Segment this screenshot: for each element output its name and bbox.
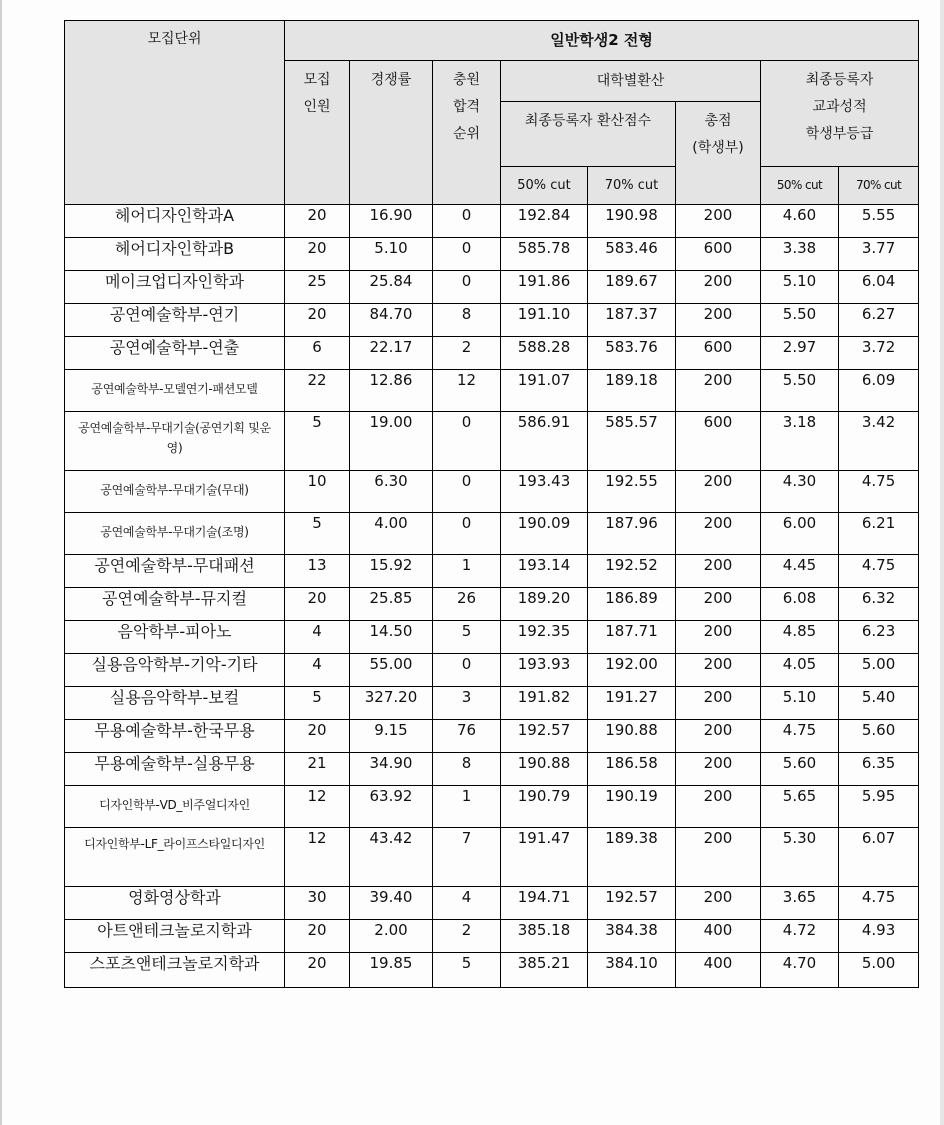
cell-quota: 20 bbox=[285, 953, 350, 988]
cell-waitlist: 8 bbox=[433, 753, 501, 786]
cell-score70: 189.18 bbox=[588, 370, 676, 412]
header-quota-line1: 모집 bbox=[303, 72, 331, 88]
header-admission-type: 일반학생2 전형 bbox=[285, 21, 919, 61]
cell-grade50: 3.65 bbox=[761, 887, 839, 920]
cell-unit: 공연예술학부-무대기술(공연기획 및운영) bbox=[65, 412, 285, 471]
scrollbar-track[interactable] bbox=[940, 0, 944, 1125]
cell-score50: 192.57 bbox=[501, 720, 588, 753]
cell-score70: 191.27 bbox=[588, 687, 676, 720]
cell-waitlist: 0 bbox=[433, 238, 501, 271]
cell-score50: 191.10 bbox=[501, 304, 588, 337]
cell-unit: 무용예술학부-한국무용 bbox=[65, 720, 285, 753]
cell-grade50: 6.08 bbox=[761, 588, 839, 621]
cell-score70: 187.96 bbox=[588, 513, 676, 555]
cell-quota: 4 bbox=[285, 621, 350, 654]
table-row bbox=[65, 555, 919, 588]
cell-waitlist: 2 bbox=[433, 920, 501, 953]
cell-total: 200 bbox=[676, 205, 761, 238]
cell-grade70: 6.27 bbox=[839, 304, 919, 337]
cell-grade50: 3.18 bbox=[761, 412, 839, 471]
cell-total: 400 bbox=[676, 920, 761, 953]
cell-quota: 22 bbox=[285, 370, 350, 412]
table-row bbox=[65, 920, 919, 953]
cell-grade50: 4.30 bbox=[761, 471, 839, 513]
header-total-score bbox=[676, 102, 761, 205]
cell-waitlist: 8 bbox=[433, 304, 501, 337]
cell-grade50: 4.60 bbox=[761, 205, 839, 238]
table-row bbox=[65, 471, 919, 513]
cell-score50: 192.84 bbox=[501, 205, 588, 238]
cell-competition: 84.70 bbox=[350, 304, 433, 337]
cell-competition: 15.92 bbox=[350, 555, 433, 588]
header-waitlist-line1: 충원 bbox=[452, 72, 481, 88]
table-row bbox=[65, 271, 919, 304]
header-total-line1: 총점 bbox=[704, 113, 732, 129]
cell-score50: 586.91 bbox=[501, 412, 588, 471]
cell-waitlist: 0 bbox=[433, 412, 501, 471]
cell-waitlist: 3 bbox=[433, 687, 501, 720]
cell-quota: 12 bbox=[285, 786, 350, 828]
header-final-grade bbox=[761, 61, 919, 167]
cell-grade50: 5.50 bbox=[761, 370, 839, 412]
header-final-score: 최종등록자 환산점수 bbox=[501, 102, 676, 167]
cell-total: 200 bbox=[676, 621, 761, 654]
cell-score70: 189.67 bbox=[588, 271, 676, 304]
cell-unit: 공연예술학부-무대기술(조명) bbox=[65, 513, 285, 555]
cell-unit: 무용예술학부-실용무용 bbox=[65, 753, 285, 786]
cell-competition: 327.20 bbox=[350, 687, 433, 720]
cell-competition: 19.85 bbox=[350, 953, 433, 988]
header-recruit-unit: 모집단위 bbox=[65, 21, 285, 205]
cell-total: 200 bbox=[676, 654, 761, 687]
cell-waitlist: 0 bbox=[433, 205, 501, 238]
cell-grade70: 6.09 bbox=[839, 370, 919, 412]
table-row bbox=[65, 304, 919, 337]
cell-score50: 190.09 bbox=[501, 513, 588, 555]
header-waitlist-rank bbox=[433, 61, 501, 205]
cell-waitlist: 26 bbox=[433, 588, 501, 621]
cell-waitlist: 76 bbox=[433, 720, 501, 753]
cell-grade70: 5.00 bbox=[839, 953, 919, 988]
table-row bbox=[65, 753, 919, 786]
cell-score50: 385.18 bbox=[501, 920, 588, 953]
cell-score70: 190.98 bbox=[588, 205, 676, 238]
cell-score50: 193.93 bbox=[501, 654, 588, 687]
cell-quota: 20 bbox=[285, 304, 350, 337]
cell-unit: 헤어디자인학과A bbox=[65, 205, 285, 238]
table-row bbox=[65, 720, 919, 753]
cell-unit: 공연예술학부-무대기술(무대) bbox=[65, 471, 285, 513]
cell-total: 200 bbox=[676, 555, 761, 588]
cell-score50: 194.71 bbox=[501, 887, 588, 920]
header-competition-rate: 경쟁률 bbox=[350, 61, 433, 205]
header-score-cut70: 70% cut bbox=[588, 167, 676, 205]
cell-score70: 192.52 bbox=[588, 555, 676, 588]
admission-results-table bbox=[64, 20, 919, 988]
cell-total: 200 bbox=[676, 271, 761, 304]
cell-total: 200 bbox=[676, 304, 761, 337]
cell-waitlist: 0 bbox=[433, 471, 501, 513]
cell-score50: 193.43 bbox=[501, 471, 588, 513]
cell-competition: 9.15 bbox=[350, 720, 433, 753]
cell-unit: 영화영상학과 bbox=[65, 887, 285, 920]
cell-total: 200 bbox=[676, 588, 761, 621]
cell-competition: 25.84 bbox=[350, 271, 433, 304]
cell-score50: 192.35 bbox=[501, 621, 588, 654]
cell-unit: 공연예술학부-연출 bbox=[65, 337, 285, 370]
cell-grade70: 3.77 bbox=[839, 238, 919, 271]
cell-grade50: 5.10 bbox=[761, 687, 839, 720]
cell-score50: 190.88 bbox=[501, 753, 588, 786]
cell-unit: 스포츠앤테크놀로지학과 bbox=[65, 953, 285, 988]
cell-quota: 10 bbox=[285, 471, 350, 513]
cell-quota: 30 bbox=[285, 887, 350, 920]
cell-grade70: 6.35 bbox=[839, 753, 919, 786]
header-waitlist-line2: 합격 bbox=[452, 99, 481, 115]
cell-score70: 384.38 bbox=[588, 920, 676, 953]
header-score-cut50: 50% cut bbox=[501, 167, 588, 205]
cell-competition: 14.50 bbox=[350, 621, 433, 654]
cell-waitlist: 1 bbox=[433, 786, 501, 828]
table-row bbox=[65, 654, 919, 687]
table-row bbox=[65, 588, 919, 621]
cell-grade50: 4.72 bbox=[761, 920, 839, 953]
cell-quota: 20 bbox=[285, 720, 350, 753]
cell-grade50: 3.38 bbox=[761, 238, 839, 271]
cell-grade50: 4.70 bbox=[761, 953, 839, 988]
cell-competition: 55.00 bbox=[350, 654, 433, 687]
cell-unit: 공연예술학부-연기 bbox=[65, 304, 285, 337]
cell-grade50: 4.45 bbox=[761, 555, 839, 588]
header-quota-line2: 인원 bbox=[303, 99, 331, 115]
cell-total: 200 bbox=[676, 753, 761, 786]
cell-grade70: 5.00 bbox=[839, 654, 919, 687]
header-waitlist-line3: 순위 bbox=[452, 126, 481, 142]
cell-quota: 20 bbox=[285, 238, 350, 271]
cell-waitlist: 5 bbox=[433, 953, 501, 988]
cell-score70: 186.89 bbox=[588, 588, 676, 621]
cell-total: 200 bbox=[676, 887, 761, 920]
cell-unit: 공연예술학부-무대패션 bbox=[65, 555, 285, 588]
table-row bbox=[65, 621, 919, 654]
cell-quota: 20 bbox=[285, 205, 350, 238]
cell-total: 200 bbox=[676, 687, 761, 720]
header-conversion: 대학별환산 bbox=[501, 61, 761, 102]
table-row bbox=[65, 337, 919, 370]
cell-quota: 5 bbox=[285, 513, 350, 555]
cell-waitlist: 0 bbox=[433, 654, 501, 687]
header-total-line2: (학생부) bbox=[692, 140, 744, 156]
cell-score50: 189.20 bbox=[501, 588, 588, 621]
cell-unit: 음악학부-피아노 bbox=[65, 621, 285, 654]
cell-competition: 4.00 bbox=[350, 513, 433, 555]
table-row bbox=[65, 238, 919, 271]
cell-competition: 43.42 bbox=[350, 828, 433, 887]
cell-competition: 16.90 bbox=[350, 205, 433, 238]
cell-waitlist: 0 bbox=[433, 271, 501, 304]
cell-grade70: 6.32 bbox=[839, 588, 919, 621]
cell-score70: 189.38 bbox=[588, 828, 676, 887]
cell-grade70: 6.04 bbox=[839, 271, 919, 304]
cell-grade70: 4.75 bbox=[839, 887, 919, 920]
cell-grade50: 2.97 bbox=[761, 337, 839, 370]
table-row bbox=[65, 687, 919, 720]
cell-unit: 메이크업디자인학과 bbox=[65, 271, 285, 304]
cell-score50: 191.86 bbox=[501, 271, 588, 304]
cell-unit: 아트앤테크놀로지학과 bbox=[65, 920, 285, 953]
cell-score50: 385.21 bbox=[501, 953, 588, 988]
cell-unit: 실용음악학부-보컬 bbox=[65, 687, 285, 720]
cell-score70: 583.76 bbox=[588, 337, 676, 370]
cell-competition: 25.85 bbox=[350, 588, 433, 621]
cell-quota: 20 bbox=[285, 588, 350, 621]
cell-grade70: 3.42 bbox=[839, 412, 919, 471]
cell-score70: 585.57 bbox=[588, 412, 676, 471]
cell-score50: 193.14 bbox=[501, 555, 588, 588]
cell-total: 200 bbox=[676, 513, 761, 555]
table-row bbox=[65, 205, 919, 238]
cell-grade50: 5.60 bbox=[761, 753, 839, 786]
cell-score50: 191.47 bbox=[501, 828, 588, 887]
cell-score70: 190.19 bbox=[588, 786, 676, 828]
cell-quota: 13 bbox=[285, 555, 350, 588]
cell-competition: 34.90 bbox=[350, 753, 433, 786]
table-row bbox=[65, 953, 919, 988]
cell-waitlist: 7 bbox=[433, 828, 501, 887]
table-row bbox=[65, 370, 919, 412]
cell-unit: 디자인학부-LF_라이프스타일디자인 bbox=[65, 828, 285, 887]
header-grade-cut70: 70% cut bbox=[839, 167, 919, 205]
header-grade-line1: 최종등록자 bbox=[805, 72, 874, 88]
cell-waitlist: 2 bbox=[433, 337, 501, 370]
cell-grade70: 6.21 bbox=[839, 513, 919, 555]
header-grade-line2: 교과성적 bbox=[812, 99, 867, 115]
cell-competition: 6.30 bbox=[350, 471, 433, 513]
cell-score70: 187.37 bbox=[588, 304, 676, 337]
cell-score50: 191.07 bbox=[501, 370, 588, 412]
table-row bbox=[65, 887, 919, 920]
table-row bbox=[65, 412, 919, 471]
cell-grade70: 3.72 bbox=[839, 337, 919, 370]
cell-waitlist: 1 bbox=[433, 555, 501, 588]
table-row bbox=[65, 786, 919, 828]
cell-waitlist: 12 bbox=[433, 370, 501, 412]
cell-quota: 6 bbox=[285, 337, 350, 370]
cell-score50: 190.79 bbox=[501, 786, 588, 828]
cell-grade70: 5.60 bbox=[839, 720, 919, 753]
cell-score50: 585.78 bbox=[501, 238, 588, 271]
cell-competition: 5.10 bbox=[350, 238, 433, 271]
header-quota bbox=[285, 61, 350, 205]
cell-quota: 5 bbox=[285, 412, 350, 471]
cell-competition: 19.00 bbox=[350, 412, 433, 471]
cell-score70: 384.10 bbox=[588, 953, 676, 988]
cell-waitlist: 5 bbox=[433, 621, 501, 654]
cell-score70: 187.71 bbox=[588, 621, 676, 654]
cell-score70: 190.88 bbox=[588, 720, 676, 753]
cell-total: 600 bbox=[676, 337, 761, 370]
cell-quota: 21 bbox=[285, 753, 350, 786]
cell-waitlist: 4 bbox=[433, 887, 501, 920]
cell-competition: 2.00 bbox=[350, 920, 433, 953]
header-grade-cut50: 50% cut bbox=[761, 167, 839, 205]
cell-total: 600 bbox=[676, 412, 761, 471]
cell-grade70: 5.55 bbox=[839, 205, 919, 238]
cell-unit: 실용음악학부-기악-기타 bbox=[65, 654, 285, 687]
cell-competition: 63.92 bbox=[350, 786, 433, 828]
cell-grade50: 5.10 bbox=[761, 271, 839, 304]
cell-grade70: 4.75 bbox=[839, 555, 919, 588]
cell-score70: 192.55 bbox=[588, 471, 676, 513]
cell-grade50: 4.05 bbox=[761, 654, 839, 687]
cell-unit: 디자인학부-VD_비주얼디자인 bbox=[65, 786, 285, 828]
cell-total: 200 bbox=[676, 828, 761, 887]
cell-grade50: 6.00 bbox=[761, 513, 839, 555]
cell-grade70: 4.93 bbox=[839, 920, 919, 953]
cell-quota: 12 bbox=[285, 828, 350, 887]
header-grade-line3: 학생부등급 bbox=[805, 126, 874, 142]
cell-quota: 20 bbox=[285, 920, 350, 953]
cell-grade50: 5.65 bbox=[761, 786, 839, 828]
cell-score50: 588.28 bbox=[501, 337, 588, 370]
cell-competition: 39.40 bbox=[350, 887, 433, 920]
cell-score70: 192.00 bbox=[588, 654, 676, 687]
cell-score70: 583.46 bbox=[588, 238, 676, 271]
cell-quota: 4 bbox=[285, 654, 350, 687]
page-left-border bbox=[0, 0, 2, 1125]
cell-score70: 192.57 bbox=[588, 887, 676, 920]
cell-grade50: 4.85 bbox=[761, 621, 839, 654]
table-row bbox=[65, 828, 919, 887]
cell-score70: 186.58 bbox=[588, 753, 676, 786]
cell-grade70: 6.07 bbox=[839, 828, 919, 887]
cell-grade70: 5.95 bbox=[839, 786, 919, 828]
cell-score50: 191.82 bbox=[501, 687, 588, 720]
cell-total: 400 bbox=[676, 953, 761, 988]
cell-total: 200 bbox=[676, 471, 761, 513]
cell-competition: 22.17 bbox=[350, 337, 433, 370]
cell-total: 200 bbox=[676, 720, 761, 753]
cell-quota: 25 bbox=[285, 271, 350, 304]
cell-grade50: 5.50 bbox=[761, 304, 839, 337]
cell-unit: 공연예술학부-뮤지컬 bbox=[65, 588, 285, 621]
cell-total: 200 bbox=[676, 786, 761, 828]
cell-waitlist: 0 bbox=[433, 513, 501, 555]
cell-unit: 헤어디자인학과B bbox=[65, 238, 285, 271]
cell-grade70: 4.75 bbox=[839, 471, 919, 513]
cell-total: 200 bbox=[676, 370, 761, 412]
cell-grade50: 4.75 bbox=[761, 720, 839, 753]
cell-unit: 공연예술학부-모델연기-패션모델 bbox=[65, 370, 285, 412]
cell-grade70: 6.23 bbox=[839, 621, 919, 654]
cell-total: 600 bbox=[676, 238, 761, 271]
cell-grade50: 5.30 bbox=[761, 828, 839, 887]
table-row bbox=[65, 513, 919, 555]
cell-grade70: 5.40 bbox=[839, 687, 919, 720]
cell-quota: 5 bbox=[285, 687, 350, 720]
cell-competition: 12.86 bbox=[350, 370, 433, 412]
